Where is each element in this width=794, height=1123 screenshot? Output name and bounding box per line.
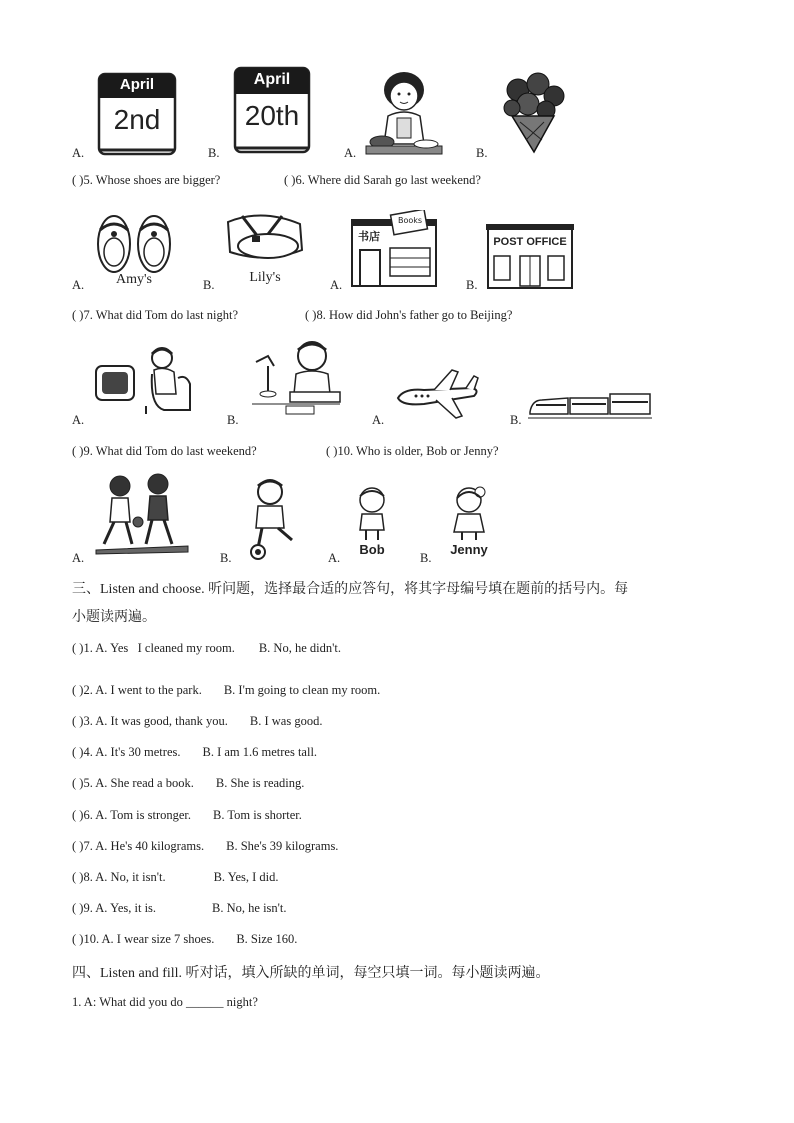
listen-choose-item-6: ( )6. A. Tom is stronger. B. Tom is shorter. (72, 808, 302, 822)
option-label: A. (372, 413, 385, 427)
question-7: ( )7. What did Tom do last night? (72, 308, 239, 322)
option-label: A. (344, 146, 357, 160)
calendar-april-20th-image (233, 66, 311, 154)
listen-choose-item-3: ( )3. A. It was good, thank you. B. I was good. (72, 714, 323, 728)
calendar-april-2nd-image (97, 72, 177, 156)
train-image (528, 390, 652, 420)
bookstore-sign: 书店 (358, 230, 380, 243)
option-label: A. (328, 551, 341, 565)
calendar-month: April (119, 76, 155, 93)
option-label: B. (227, 413, 239, 427)
boy-watching-tv-image (94, 344, 194, 416)
calendar-day: 20th (244, 100, 300, 131)
listen-choose-item-2: ( )2. A. I went to the park. B. I'm going to clean my room. (72, 683, 381, 697)
bob-image (350, 486, 394, 558)
option-label: A. (72, 413, 85, 427)
bob-label: Bob (359, 542, 385, 557)
listen-choose-item-4: ( )4. A. It's 30 metres. B. I am 1.6 metres tall. (72, 745, 318, 759)
option-label: A. (72, 146, 85, 160)
jenny-label: Jenny (450, 542, 488, 557)
bookstore-image (350, 210, 438, 290)
books-sign: Books (398, 216, 423, 225)
option-label: B. (420, 551, 432, 565)
listen-choose-item-8: ( )8. A. No, it isn't. B. Yes, I did. (72, 870, 279, 884)
option-label: A. (72, 551, 85, 565)
option-label: B. (466, 278, 478, 292)
question-9: ( )9. What did Tom do last weekend? (72, 444, 257, 458)
listen-choose-item-1: ( )1. A. Yes I cleaned my room. B. No, he didn't. (72, 641, 341, 655)
boy-studying-image (250, 338, 342, 420)
airplane-image (394, 366, 480, 422)
boys-playing-basketball-image (92, 472, 192, 556)
listen-choose-item-5: ( )5. A. She read a book. B. She is reading. (72, 776, 305, 790)
shoe-owner-label: Amy's (116, 272, 152, 287)
question-8: ( )8. How did John's father go to Beijing? (305, 308, 513, 322)
option-label: B. (203, 278, 215, 292)
fill-question-1: 1. A: What did you do ______ night? (72, 995, 258, 1009)
question-5: ( )5. Whose shoes are bigger? (72, 173, 221, 187)
shoe-owner-label: Lily's (249, 270, 281, 285)
section-3-title-cont: 小题读两遍。 (72, 610, 156, 625)
jenny-image (444, 486, 494, 558)
boy-playing-football-image (242, 478, 300, 560)
option-label: A. (72, 278, 85, 292)
listen-choose-item-10: ( )10. A. I wear size 7 shoes. B. Size 160. (72, 932, 298, 946)
post-office-image (486, 222, 574, 290)
option-label: A. (330, 278, 343, 292)
post-office-sign: POST OFFICE (493, 236, 567, 248)
listen-choose-item-7: ( )7. A. He's 40 kilograms. B. She's 39 kilograms. (72, 839, 339, 853)
option-label: B. (510, 413, 522, 427)
lilys-shoes-image (222, 206, 308, 290)
listen-choose-item-9: ( )9. A. Yes, it is. B. No, he isn't. (72, 901, 287, 915)
section-3-title: 三、Listen and choose. 听问题，选择最合适的应答句，将其字母编号填在题前的括号内。每 (72, 582, 629, 597)
option-label: B. (208, 146, 220, 160)
option-label: B. (220, 551, 232, 565)
calendar-day: 2nd (113, 104, 161, 135)
option-label: B. (476, 146, 488, 160)
question-6: ( )6. Where did Sarah go last weekend? (284, 173, 481, 187)
section-4-title: 四、Listen and fill. 听对话，填入所缺的单词，每空只填一词。每小题读两遍。 (72, 966, 550, 981)
amys-shoes-image (92, 204, 176, 290)
flower-bouquet-image (498, 70, 570, 154)
question-10: ( )10. Who is older, Bob or Jenny? (326, 444, 499, 458)
calendar-month: April (253, 71, 291, 88)
girl-cooking-image (364, 66, 444, 156)
